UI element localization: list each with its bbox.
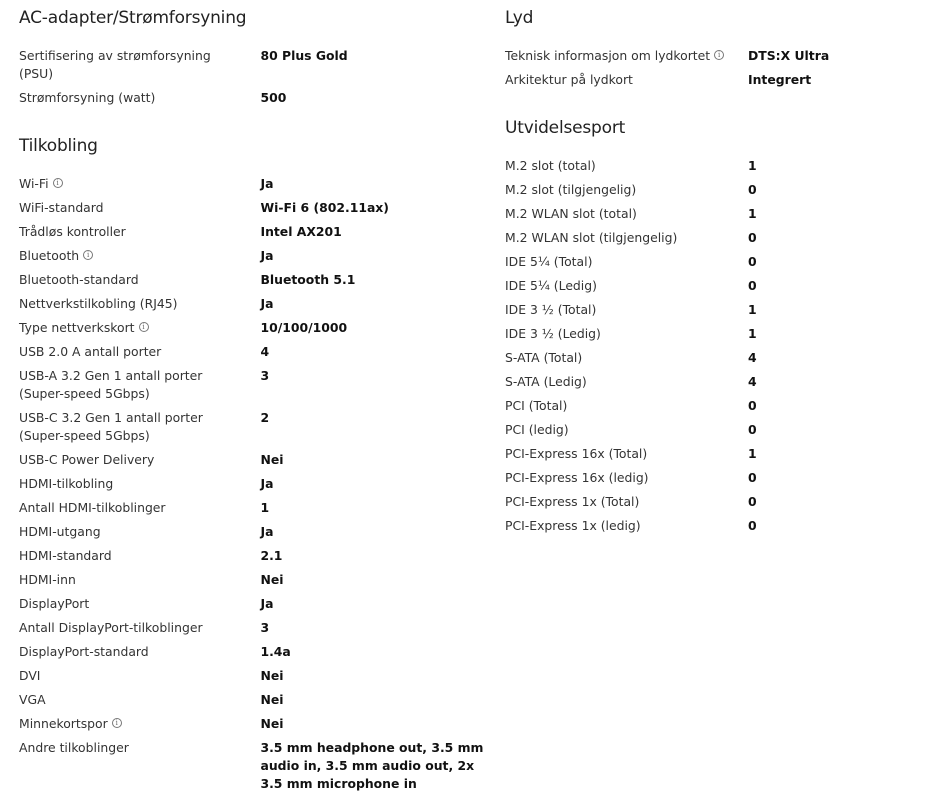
spec-label-text: S-ATA (Total) [505, 350, 583, 365]
spec-value: Ja [260, 176, 274, 191]
spec-value: Nei [260, 668, 284, 683]
spec-value: Nei [260, 716, 284, 731]
spec-label [19, 295, 260, 313]
spec-row [19, 271, 489, 289]
spec-label-text: Antall HDMI-tilkoblinger [19, 500, 166, 515]
spec-label [505, 445, 748, 463]
section-gap [19, 113, 489, 128]
spec-label-text: HDMI-standard [19, 548, 112, 563]
spec-label [19, 739, 260, 757]
spec-label [19, 643, 260, 661]
spec-row [505, 325, 925, 343]
spec-label-text: IDE 3 ½ (Ledig) [505, 326, 601, 341]
spec-value: Integrert [748, 72, 812, 87]
spec-label-text: USB 2.0 A antall porter [19, 344, 162, 359]
spec-value: 0 [748, 398, 757, 413]
spec-label-text: Trådløs kontroller [19, 224, 126, 239]
spec-value: Ja [260, 296, 274, 311]
spec-label [505, 205, 748, 223]
spec-row [19, 499, 489, 517]
spec-label [19, 499, 260, 517]
spec-label [505, 47, 748, 65]
spec-label [505, 373, 748, 391]
spec-row [19, 619, 489, 637]
spec-label-text: PCI-Express 16x (Total) [505, 446, 648, 461]
spec-label [19, 715, 260, 733]
spec-label-text: M.2 slot (tilgjengelig) [505, 182, 637, 197]
spec-row [19, 547, 489, 565]
spec-rows [505, 47, 925, 89]
spec-row [19, 523, 489, 541]
spec-value: Wi-Fi 6 (802.11ax) [260, 200, 389, 215]
spec-value: 0 [748, 278, 757, 293]
spec-label [19, 271, 260, 289]
spec-value: 1 [748, 302, 757, 317]
info-icon[interactable]: i [53, 178, 63, 188]
spec-row [19, 715, 489, 733]
spec-label [19, 343, 260, 361]
spec-label [505, 277, 748, 295]
spec-row [505, 301, 925, 319]
spec-label-text: DisplayPort-standard [19, 644, 149, 659]
spec-value: 1 [748, 206, 757, 221]
spec-value: 2.1 [260, 548, 283, 563]
spec-value: Nei [260, 572, 284, 587]
spec-value: 1 [748, 326, 757, 341]
spec-label [505, 493, 748, 511]
spec-label [505, 469, 748, 487]
spec-label-text: PCI (Total) [505, 398, 568, 413]
spec-label-text: Type nettverkskort [19, 320, 135, 335]
spec-value: 3.5 mm headphone out, 3.5 mm audio in, 3.5 mm audio out, 2x 3.5 mm microphone in [260, 740, 484, 791]
spec-label-text: Andre tilkoblinger [19, 740, 129, 755]
spec-label [19, 319, 260, 337]
spec-label-text: USB-C Power Delivery [19, 452, 155, 467]
spec-row [19, 319, 489, 337]
spec-label-text: USB-A 3.2 Gen 1 antall porter (Super-speed 5Gbps) [19, 368, 203, 401]
section-tilkobling [19, 134, 489, 793]
spec-value: 4 [748, 374, 757, 389]
spec-row [505, 421, 925, 439]
section-ac-adapter-str-mforsyning [19, 6, 489, 107]
spec-label-text: M.2 WLAN slot (tilgjengelig) [505, 230, 678, 245]
spec-row [19, 739, 489, 793]
spec-label-text: Wi-Fi [19, 176, 49, 191]
section-title: Utvidelsesport [505, 118, 626, 138]
spec-row [19, 247, 489, 265]
spec-value: Nei [260, 692, 284, 707]
spec-value: 80 Plus Gold [260, 48, 348, 63]
spec-label-text: PCI-Express 1x (ledig) [505, 518, 641, 533]
spec-row [505, 469, 925, 487]
spec-label [19, 475, 260, 493]
spec-label-text: Minnekortspor [19, 716, 108, 731]
spec-row [505, 205, 925, 223]
spec-label [505, 71, 748, 89]
spec-row [505, 517, 925, 535]
spec-label [505, 181, 748, 199]
spec-row [505, 71, 925, 89]
spec-label-text: DVI [19, 668, 41, 683]
spec-value: Intel AX201 [260, 224, 342, 239]
info-icon[interactable]: i [714, 50, 724, 60]
spec-label [505, 349, 748, 367]
spec-label-text: Strømforsyning (watt) [19, 90, 156, 105]
spec-label [505, 301, 748, 319]
spec-value: 2 [260, 410, 270, 425]
spec-row [19, 175, 489, 193]
spec-label-text: VGA [19, 692, 46, 707]
spec-label-text: Bluetooth [19, 248, 80, 263]
spec-label [19, 89, 260, 107]
spec-row [505, 277, 925, 295]
spec-row [505, 229, 925, 247]
spec-label-text: PCI (ledig) [505, 422, 569, 437]
spec-value: Bluetooth 5.1 [260, 272, 356, 287]
spec-label-text: WiFi-standard [19, 200, 104, 215]
spec-label [505, 421, 748, 439]
spec-label-text: Antall DisplayPort-tilkoblinger [19, 620, 203, 635]
spec-value: 1 [748, 446, 757, 461]
spec-rows [505, 157, 925, 535]
spec-row [19, 643, 489, 661]
spec-value: 1 [260, 500, 270, 515]
spec-label [19, 667, 260, 685]
spec-label [505, 325, 748, 343]
spec-label [19, 595, 260, 613]
spec-value: 0 [748, 422, 757, 437]
spec-value: 0 [748, 470, 757, 485]
section-gap [505, 95, 925, 110]
info-icon[interactable]: i [112, 718, 122, 728]
spec-label [19, 547, 260, 565]
spec-value: Ja [260, 248, 274, 263]
spec-value: 0 [748, 182, 757, 197]
spec-row [19, 571, 489, 589]
spec-value: Nei [260, 452, 284, 467]
spec-row [505, 349, 925, 367]
spec-value: Ja [260, 524, 274, 539]
info-icon[interactable]: i [139, 322, 149, 332]
section-title: AC-adapter/Strømforsyning [19, 8, 247, 28]
info-icon[interactable]: i [83, 250, 93, 260]
spec-label-text: IDE 3 ½ (Total) [505, 302, 597, 317]
spec-label-text: USB-C 3.2 Gen 1 antall porter (Super-speed 5Gbps) [19, 410, 203, 443]
spec-label [19, 409, 260, 445]
spec-rows [19, 47, 489, 107]
section-lyd [505, 6, 925, 89]
spec-label [19, 451, 260, 469]
spec-row [19, 667, 489, 685]
spec-label-text: HDMI-inn [19, 572, 76, 587]
spec-label [505, 157, 748, 175]
section-utvidelsesport [505, 116, 925, 535]
spec-label [19, 199, 260, 217]
section-title: Tilkobling [19, 136, 98, 156]
spec-row [505, 253, 925, 271]
spec-label [19, 247, 260, 265]
spec-label-text: IDE 5¼ (Total) [505, 254, 593, 269]
spec-row [19, 47, 489, 83]
spec-label-text: IDE 5¼ (Ledig) [505, 278, 597, 293]
spec-label-text: HDMI-tilkobling [19, 476, 114, 491]
spec-label-text: S-ATA (Ledig) [505, 374, 587, 389]
spec-row [19, 475, 489, 493]
spec-label-text: PCI-Express 16x (ledig) [505, 470, 649, 485]
spec-row [505, 47, 925, 65]
spec-label [505, 229, 748, 247]
spec-label [19, 47, 260, 83]
spec-row [19, 451, 489, 469]
left-column [19, 0, 489, 799]
spec-row [505, 493, 925, 511]
spec-row [19, 691, 489, 709]
spec-row [19, 343, 489, 361]
spec-label [19, 223, 260, 241]
spec-label [19, 619, 260, 637]
spec-row [19, 223, 489, 241]
spec-label-text: Bluetooth-standard [19, 272, 139, 287]
spec-label-text: Arkitektur på lydkort [505, 72, 633, 87]
spec-value: Ja [260, 476, 274, 491]
spec-label-text: M.2 WLAN slot (total) [505, 206, 637, 221]
spec-label-text: Teknisk informasjon om lydkortet [505, 48, 711, 63]
spec-value: 3 [260, 368, 270, 383]
right-column [505, 0, 925, 541]
spec-row [19, 295, 489, 313]
spec-row [19, 367, 489, 403]
spec-value: 500 [260, 90, 287, 105]
spec-label [505, 253, 748, 271]
spec-label [19, 175, 260, 193]
spec-row [19, 199, 489, 217]
spec-value: 0 [748, 254, 757, 269]
spec-label [505, 517, 748, 535]
spec-row [505, 181, 925, 199]
spec-value: DTS:X Ultra [748, 48, 830, 63]
spec-label-text: PCI-Express 1x (Total) [505, 494, 640, 509]
spec-value: 0 [748, 494, 757, 509]
spec-row [505, 157, 925, 175]
spec-value: 10/100/1000 [260, 320, 348, 335]
spec-row [505, 373, 925, 391]
spec-label [19, 367, 260, 403]
spec-row [505, 397, 925, 415]
spec-label-text: Nettverkstilkobling (RJ45) [19, 296, 178, 311]
spec-row [19, 409, 489, 445]
spec-label [505, 397, 748, 415]
spec-label [19, 571, 260, 589]
spec-rows [19, 175, 489, 793]
spec-label [19, 691, 260, 709]
spec-value: 4 [260, 344, 270, 359]
spec-value: 1.4a [260, 644, 291, 659]
spec-row [19, 89, 489, 107]
spec-value: 0 [748, 518, 757, 533]
spec-value: 3 [260, 620, 270, 635]
spec-label-text: M.2 slot (total) [505, 158, 596, 173]
spec-value: Ja [260, 596, 274, 611]
spec-label-text: Sertifisering av strømforsyning (PSU) [19, 48, 211, 81]
spec-label-text: DisplayPort [19, 596, 90, 611]
spec-label-text: HDMI-utgang [19, 524, 101, 539]
spec-row [19, 595, 489, 613]
spec-value: 4 [748, 350, 757, 365]
section-title: Lyd [505, 8, 534, 28]
spec-value: 0 [748, 230, 757, 245]
spec-label [19, 523, 260, 541]
spec-row [505, 445, 925, 463]
spec-value: 1 [748, 158, 757, 173]
